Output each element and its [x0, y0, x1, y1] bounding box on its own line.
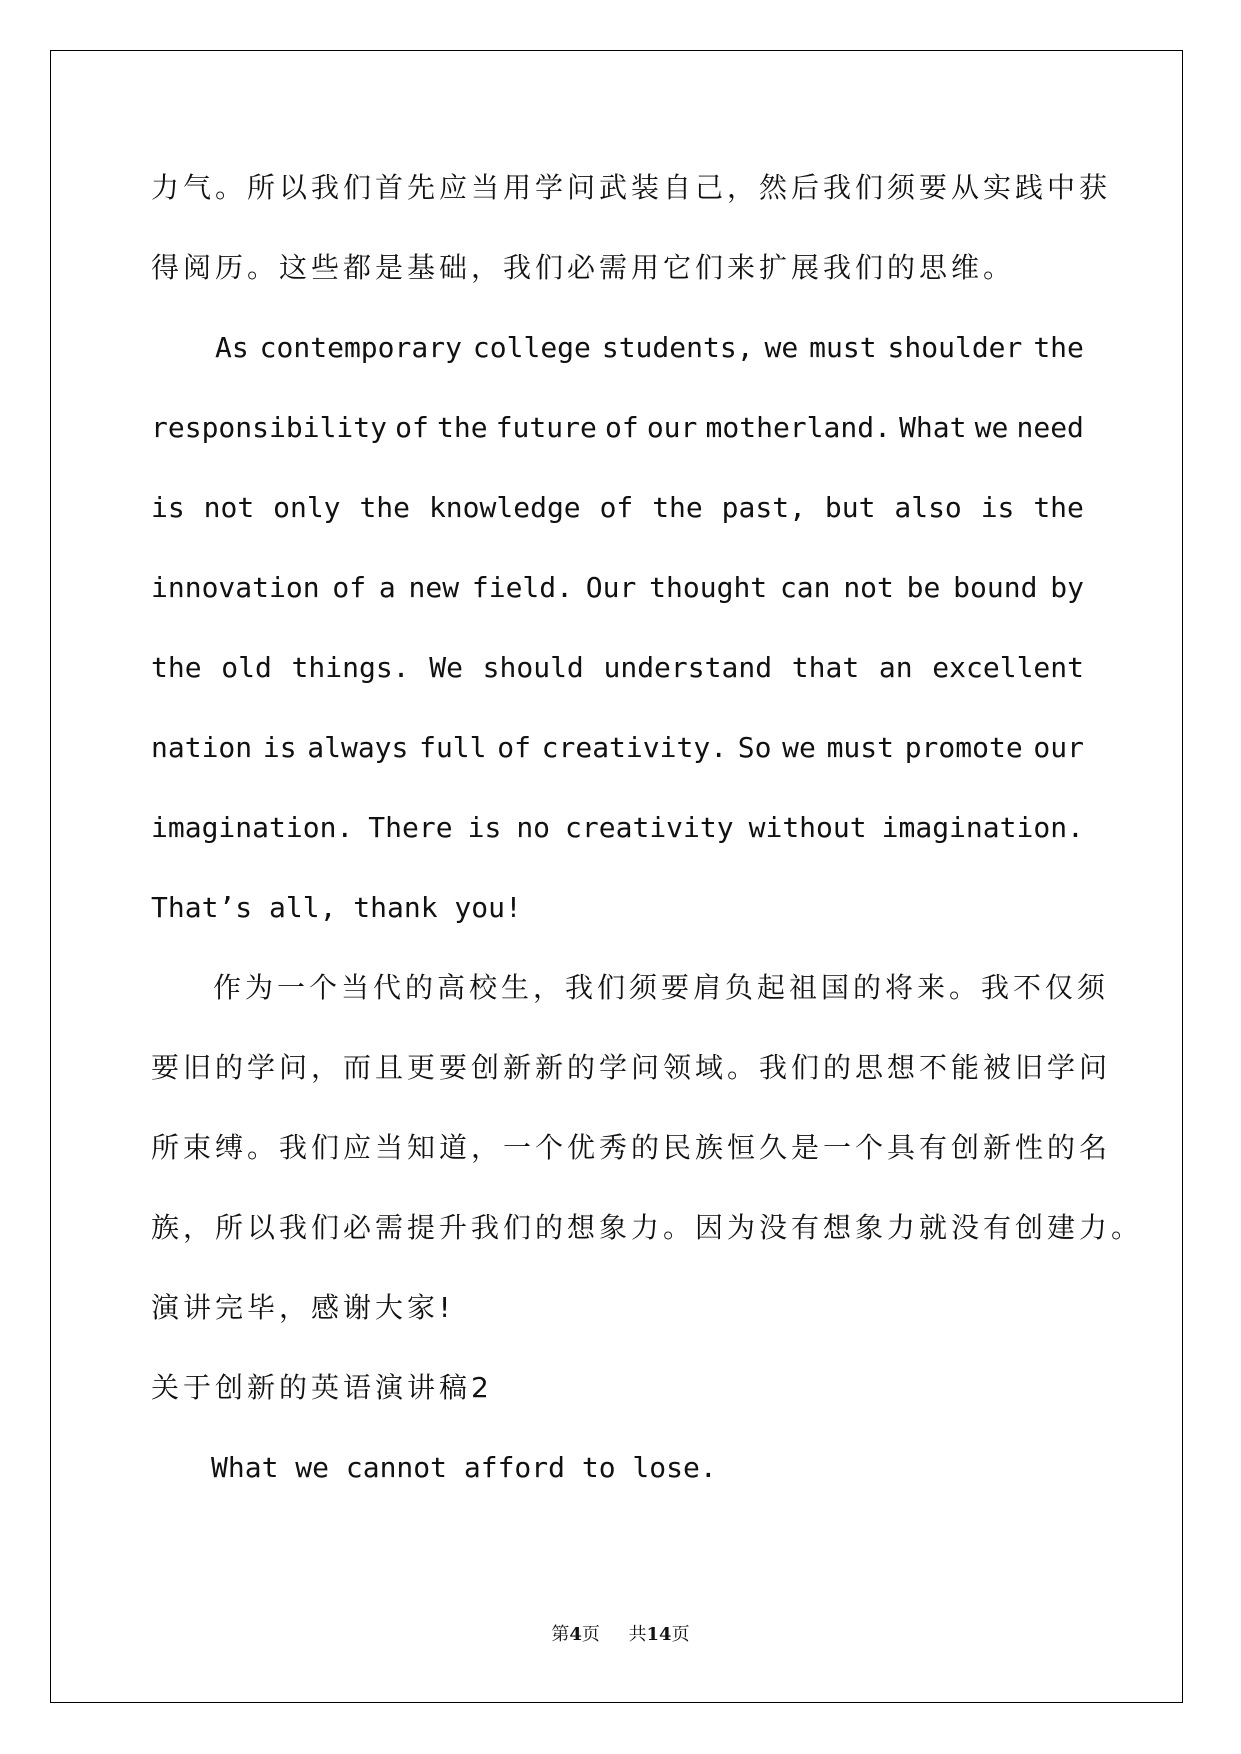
word: old	[221, 651, 272, 684]
word: motherland.	[705, 411, 891, 444]
body-text-line: 所束缚。我们应当知道，一个优秀的民族恒久是一个具有创新性的名	[151, 1131, 1112, 1164]
word: bound	[953, 571, 1038, 604]
total-pages: 14	[646, 1624, 672, 1645]
word: college	[472, 331, 591, 364]
body-text-line: 作为一个当代的高校生，我们须要肩负起祖国的将来。我不仅须	[213, 971, 1110, 1004]
word: must	[809, 331, 877, 364]
word: is	[262, 731, 297, 764]
word: our	[646, 411, 698, 444]
word: that	[791, 651, 860, 684]
body-text-line	[151, 811, 1084, 844]
word: also	[894, 491, 962, 524]
word: the	[1033, 331, 1084, 364]
word: without	[748, 811, 867, 844]
word: no	[516, 811, 551, 844]
body-text-line: What we cannot afford to lose.	[211, 1451, 717, 1484]
page-number-suffix: 页	[581, 1624, 600, 1645]
word: Our	[585, 571, 637, 604]
body-text-line: 力气。所以我们首先应当用学问武装自己，然后我们须要从实践中获	[151, 171, 1112, 204]
page-footer	[0, 1620, 1241, 1646]
word: not	[203, 491, 255, 524]
word: thought	[649, 571, 768, 604]
word: is	[467, 811, 502, 844]
word: by	[1050, 571, 1084, 604]
word: full	[419, 731, 487, 764]
word: future	[495, 411, 597, 444]
body-text-line: 演讲完毕，感谢大家!	[151, 1291, 455, 1324]
body-text-line	[151, 411, 1084, 444]
word: innovation	[151, 571, 320, 604]
word: we	[764, 331, 799, 364]
word: responsibility	[151, 411, 388, 444]
body-text-line: 得阅历。这些都是基础，我们必需用它们来扩展我们的思维。	[151, 251, 1016, 284]
total-pages-prefix: 共	[628, 1624, 647, 1645]
word: the	[359, 491, 411, 524]
word: must	[826, 731, 894, 764]
word: of	[332, 571, 367, 604]
word: our	[1033, 731, 1084, 764]
total-pages-suffix: 页	[671, 1624, 690, 1645]
word: the	[1033, 491, 1084, 524]
page-number: 4	[569, 1624, 582, 1645]
word: imagination.	[151, 811, 354, 844]
word: is	[980, 491, 1015, 524]
word: new	[408, 571, 460, 604]
word: an	[878, 651, 913, 684]
word: of	[497, 731, 531, 764]
word: the	[652, 491, 703, 524]
word: things.	[291, 651, 410, 684]
word: imagination.	[881, 811, 1084, 844]
word: students,	[601, 331, 754, 364]
word: a	[378, 571, 396, 604]
word: creativity.	[541, 731, 728, 764]
word: need	[1016, 411, 1084, 444]
body-text-line	[151, 651, 1084, 684]
word: contemporary	[259, 331, 462, 364]
word: We	[429, 651, 463, 684]
word: the	[436, 411, 488, 444]
body-text-line	[215, 331, 1084, 364]
word: but	[824, 491, 876, 524]
word: of	[604, 411, 639, 444]
word: is	[151, 491, 185, 524]
word: of	[395, 411, 429, 444]
word: not	[843, 571, 894, 604]
body-text-line: That’s all, thank you!	[151, 891, 522, 924]
word: be	[906, 571, 941, 604]
body-text-line: 族，所以我们必需提升我们的想象力。因为没有想象力就没有创建力。	[151, 1211, 1144, 1244]
body-text-line	[151, 491, 1084, 524]
word: we	[974, 411, 1009, 444]
section-heading: 关于创新的英语演讲稿2	[151, 1371, 493, 1404]
word: knowledge	[428, 491, 581, 524]
word: only	[273, 491, 341, 524]
word: excellent	[932, 651, 1084, 684]
word: nation	[151, 731, 253, 764]
word: always	[307, 731, 409, 764]
word: field.	[471, 571, 574, 604]
word: creativity	[565, 811, 734, 844]
page-number-prefix: 第	[551, 1624, 570, 1645]
word: So	[737, 731, 772, 764]
word: past,	[721, 491, 806, 524]
word: of	[599, 491, 634, 524]
word: we	[782, 731, 816, 764]
word: should	[482, 651, 584, 684]
body-text-line	[151, 731, 1084, 764]
word: promote	[904, 731, 1023, 764]
word: the	[151, 651, 202, 684]
word: As	[215, 331, 249, 364]
word: What	[899, 411, 967, 444]
body-text-line	[151, 571, 1084, 604]
body-text-line: 要旧的学问，而且更要创新新的学问领域。我们的思想不能被旧学问	[151, 1051, 1112, 1084]
word: understand	[603, 651, 773, 684]
word: can	[779, 571, 831, 604]
word: There	[368, 811, 453, 844]
word: shoulder	[887, 331, 1023, 364]
